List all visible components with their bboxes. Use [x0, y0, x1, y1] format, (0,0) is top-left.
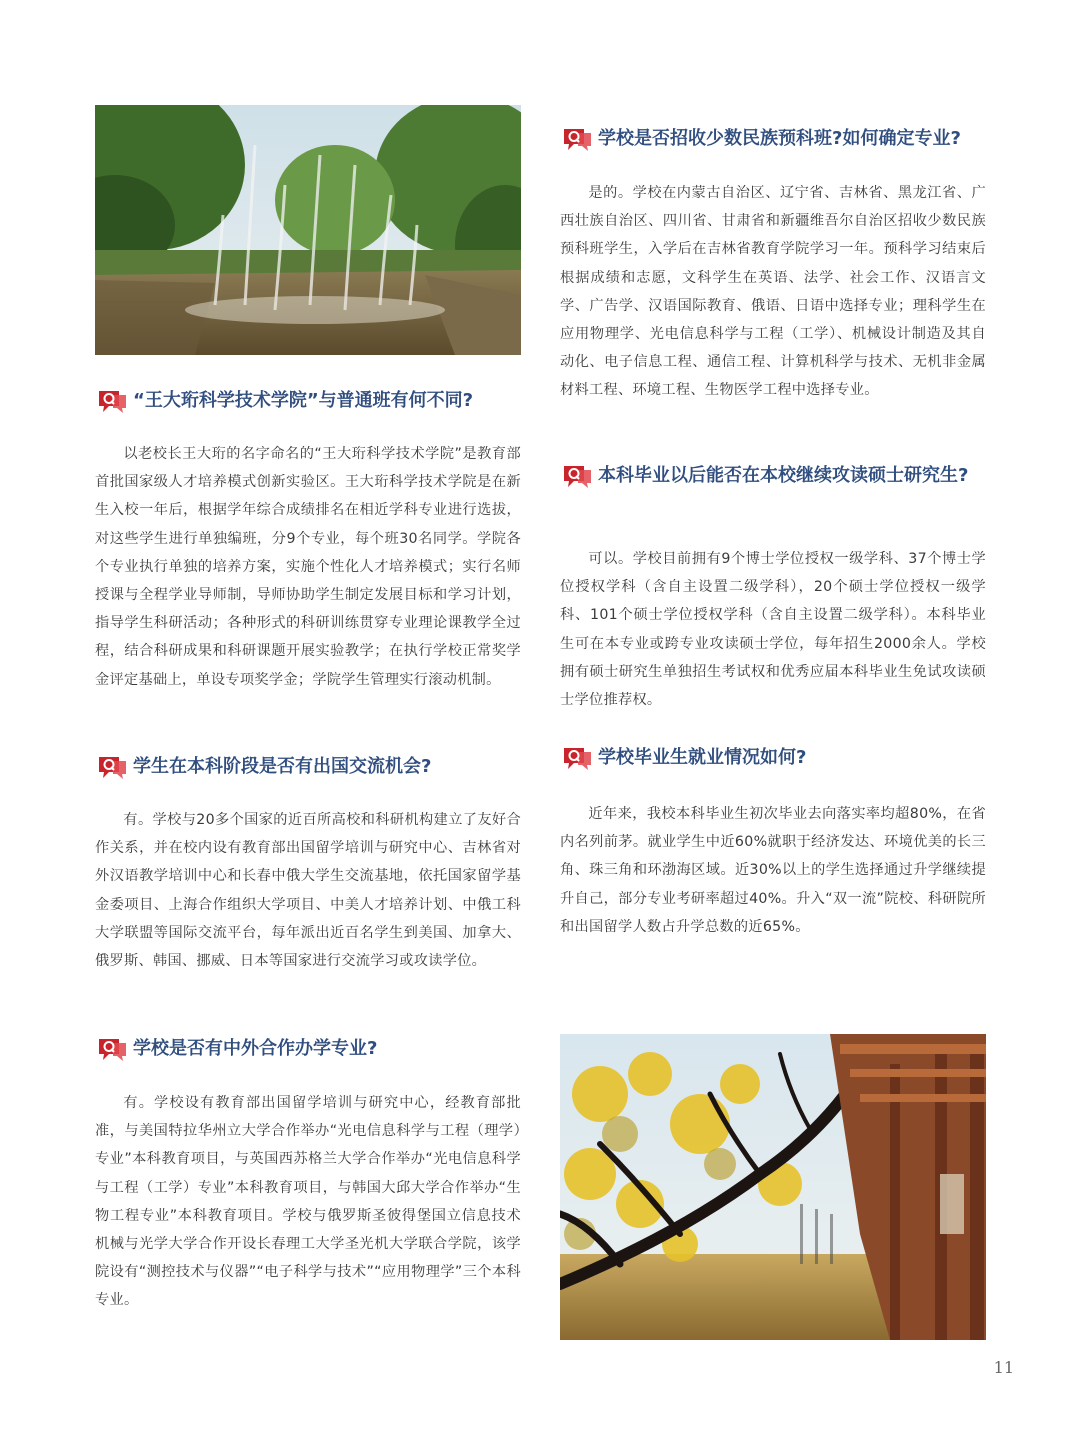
answer-paragraph-5: 可以。学校目前拥有9个博士学位授权一级学科、37个博士学位授权学科（含自主设置二级学科），20个硕士学位授权一级学科、101个硕士学位授权学科（含自主设置二级学科）。本科毕业生可在本专业或跨专业攻读硕士学位，每年招生2000余人。学校拥有硕士研究生单独招生考试权和优秀应届本科毕业生免试攻读硕士学位推荐权。 [560, 551, 986, 709]
page-number: 11 [993, 1358, 1014, 1377]
answer-paragraph-1: 以老校长王大珩的名字命名的“王大珩科学技术学院”是教育部首批国家级人才培养模式创新实验区。王大珩科学技术学院是在新生入校一年后，根据学年综合成绩排名在相近学科专业进行选拔，对这些学生进行单独编班，分9个专业，每个班30名同学。学院各个专业执行单独的培养方案，实施个性化人才培养模式；实行名师授课与全程学业导师制，导师协助学生制定发展目标和学习计划，指导学生科研活动；各种形式的科研训练贯穿专业理论课教学全过程，结合科研成果和科研课题开展实验教学；在执行学校正常奖学金评定基础上，单设专项奖学金；学院学生管理实行滚动机制。 [95, 446, 521, 688]
question-heading-6 [560, 743, 986, 773]
question-text: 学校是否有中外合作办学专业? [133, 1038, 378, 1059]
answer-paragraph-6: 近年来，我校本科毕业生初次毕业去向落实率均超80%，在省内名列前茅。就业学生中近60%就职于经济发达、环境优美的长三角、珠三角和环渤海区域。近30%以上的学生选择通过升学继续提升自己，部分专业考研率超过40%。升入“双一流”院校、科研院所和出国留学人数占升学总数的近65%。 [560, 806, 986, 935]
question-text: 学生在本科阶段是否有出国交流机会? [133, 756, 432, 777]
question-text: 本科毕业以后能否在本校继续攻读硕士研究生? [598, 465, 969, 486]
answer-paragraph-3: 有。学校设有教育部出国留学培训与研究中心，经教育部批准，与美国特拉华州立大学合作举办“光电信息科学与工程（理学）专业”本科教育项目，与英国西苏格兰大学合作举办“光电信息科学与工程（工学）专业”本科教育项目，与韩国大邱大学合作举办“生物工程专业”本科教育项目。学校与俄罗斯圣彼得堡国立信息技术机械与光学大学合作开设长春理工大学圣光机大学联合学院，该学院设有“测控技术与仪器”“电子科学与技术”“应用物理学”三个本科专业。 [95, 1095, 521, 1309]
question-heading-3 [95, 1034, 521, 1064]
answer-paragraph-4: 是的。学校在内蒙古自治区、辽宁省、吉林省、黑龙江省、广西壮族自治区、四川省、甘肃省和新疆维吾尔自治区招收少数民族预科班学生，入学后在吉林省教育学院学习一年。预科学习结束后根据成绩和志愿，文科学生在英语、法学、社会工作、汉语言文学、广告学、汉语国际教育、俄语、日语中选择专业；理科学生在应用物理学、光电信息科学与工程（工学）、机械设计制造及其自动化、电子信息工程、通信工程、计算机科学与技术、无机非金属材料工程、环境工程、生物医学工程中选择专业。 [560, 185, 986, 399]
question-text: “王大珩科学技术学院”与普通班有何不同? [133, 390, 474, 411]
question-text: 学校毕业生就业情况如何? [598, 747, 807, 768]
question-text: 学校是否招收少数民族预科班?如何确定专业? [598, 128, 961, 149]
speech-bubble-q-icon [560, 461, 594, 491]
speech-bubble-q-icon [560, 743, 594, 773]
speech-bubble-q-icon [95, 386, 129, 416]
question-heading-2 [95, 752, 521, 782]
fountain-photo [95, 105, 521, 355]
speech-bubble-q-icon [95, 752, 129, 782]
speech-bubble-q-icon [95, 1034, 129, 1064]
question-heading-4 [560, 124, 986, 154]
answer-paragraph-2: 有。学校与20多个国家的近百所高校和科研机构建立了友好合作关系，并在校内设有教育部出国留学培训与研究中心、吉林省对外汉语教学培训中心和长春中俄大学生交流基地，依托国家留学基金委项目、上海合作组织大学项目、中美人才培养计划、中俄工科大学联盟等国际交流平台，每年派出近百名学生到美国、加拿大、俄罗斯、韩国、挪威、日本等国家进行交流学习或攻读学位。 [95, 812, 521, 970]
question-heading-1 [95, 386, 521, 416]
autumn-pavilion-photo [560, 1034, 986, 1340]
question-heading-5 [560, 461, 986, 491]
speech-bubble-q-icon [560, 124, 594, 154]
